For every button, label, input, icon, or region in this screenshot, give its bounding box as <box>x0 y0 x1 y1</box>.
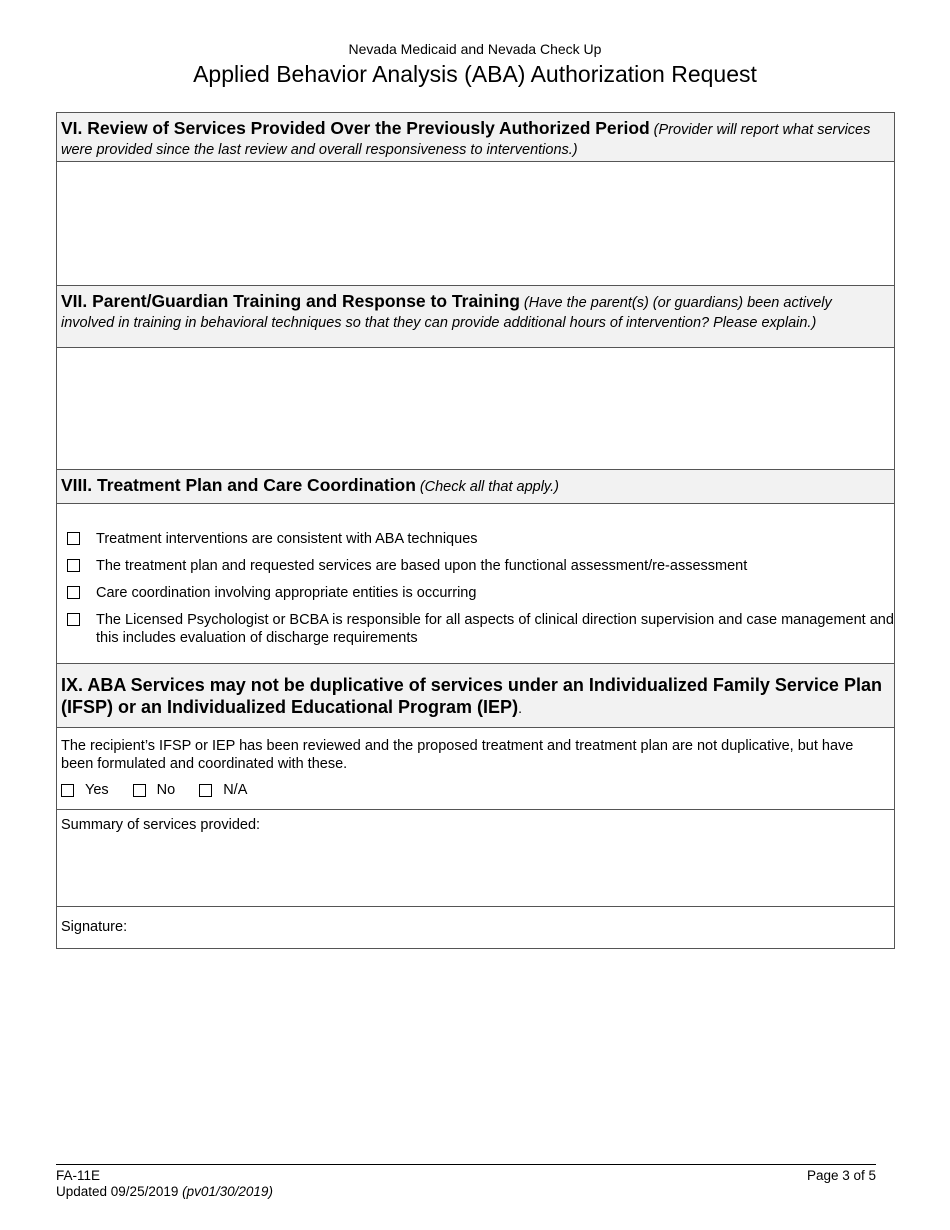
checklist-item-label: The Licensed Psychologist or BCBA is responsible for all aspects of clinical direction supervision and case management and this includes evaluation of discharge requirements <box>96 612 894 646</box>
version-note: (pv01/30/2019) <box>182 1184 273 1199</box>
page-number: Page 3 of 5 <box>806 1168 876 1183</box>
option-no[interactable] <box>133 781 176 799</box>
checklist-item[interactable] <box>57 584 894 602</box>
ifsp-iep-options <box>61 781 888 799</box>
summary-label: Summary of services provided: <box>61 817 261 833</box>
page-header <box>0 40 950 89</box>
checklist-item-label: The treatment plan and requested services are based upon the functional assessment/re-assessment <box>96 558 748 574</box>
organization-name: Nevada Medicaid and Nevada Check Up <box>348 41 602 57</box>
form-id: FA-11E <box>56 1168 101 1183</box>
ifsp-iep-statement: The recipient’s IFSP or IEP has been reviewed and the proposed treatment and treatment plan are not duplicative, but have been formulated and coordinated with these. <box>61 738 854 772</box>
checklist-item[interactable] <box>57 557 894 575</box>
form-title: Applied Behavior Analysis (ABA) Authorization Request <box>193 61 757 87</box>
updated-line <box>56 1184 876 1200</box>
checklist-item-label: Care coordination involving appropriate entities is occurring <box>96 585 477 601</box>
summary-field[interactable] <box>57 810 894 907</box>
section-viii-note: (Check all that apply.) <box>419 479 559 495</box>
checkbox[interactable] <box>61 784 74 797</box>
section-vi-header <box>57 113 894 162</box>
checkbox[interactable] <box>67 613 80 626</box>
checkbox[interactable] <box>199 784 212 797</box>
section-ix-header <box>57 664 894 728</box>
updated-date: Updated 09/25/2019 <box>56 1184 179 1199</box>
authorization-form <box>56 112 895 949</box>
option-yes-label: Yes <box>85 782 109 798</box>
option-no-label: No <box>156 782 176 798</box>
option-na[interactable] <box>199 781 247 799</box>
checklist-item[interactable] <box>57 611 894 647</box>
checkbox[interactable] <box>133 784 146 797</box>
section-viii-title: VIII. Treatment Plan and Care Coordination <box>61 475 416 495</box>
option-yes[interactable] <box>61 781 109 799</box>
section-vii-header <box>57 286 894 348</box>
signature-label: Signature: <box>61 919 128 935</box>
section-ix-title: IX. ABA Services may not be duplicative of services under an Individualized Family Service Plan (IFSP) or an Individualized Educational Program (IEP) <box>61 675 882 717</box>
checkbox[interactable] <box>67 532 80 545</box>
option-na-label: N/A <box>223 782 248 798</box>
checklist-item[interactable] <box>57 530 894 548</box>
checklist-item-label: Treatment interventions are consistent with ABA techniques <box>96 531 478 547</box>
section-viii-checklist <box>57 504 894 664</box>
ifsp-iep-review <box>57 728 894 810</box>
section-vii-title: VII. Parent/Guardian Training and Response to Training <box>61 291 520 311</box>
section-vi-note: (Provider will report what services were provided since the last review and overall responsiveness to interventions.) <box>61 122 871 158</box>
checkbox[interactable] <box>67 586 80 599</box>
section-vii-note: (Have the parent(s) (or guardians) been actively involved in training in behavioral techniques so that they can provide additional hours of intervention? Please explain.) <box>61 295 832 331</box>
page-footer <box>56 1164 876 1200</box>
checkbox[interactable] <box>67 559 80 572</box>
section-vi-title: VI. Review of Services Provided Over the Previously Authorized Period <box>61 118 650 138</box>
section-ix-title-end: . <box>518 700 522 716</box>
section-viii-header <box>57 470 894 504</box>
section-vi-response-area[interactable] <box>57 162 894 286</box>
signature-field[interactable] <box>57 907 894 948</box>
section-vii-response-area[interactable] <box>57 348 894 470</box>
